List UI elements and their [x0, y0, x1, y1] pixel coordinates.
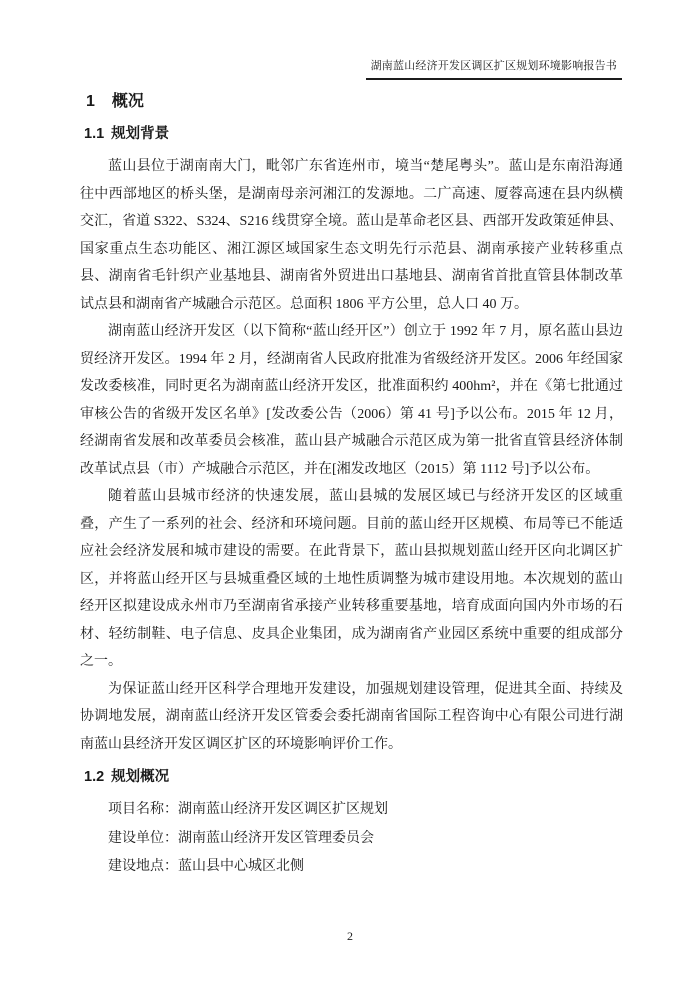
paragraph-background-1: 蓝山县位于湖南南大门，毗邻广东省连州市，境当“楚尾粤头”。蓝山是东南沿海通往中西部地区的桥头堡，是湖南母亲河湘江的发源地。二广高速、厦蓉高速在县内纵横交汇，省道 S322、S324、S216 线贯穿全境。蓝山是革命老区县、西部开发政策延伸县、国家重点生态功能区、湘江源区域国家生态文明先行示范县、湖南承接产业转移重点县、湖南省毛针织产业基地县、湖南省外贸进出口基地县、湖南省首批直管县体制改革试点县和湖南省产城融合示范区。总面积 1806 平方公里，总人口 40 万。: [80, 159, 623, 312]
section-heading-plan-overview: [84, 768, 623, 787]
page-content: [80, 86, 623, 882]
info-project-name: 项目名称：湖南蓝山经济开发区调区扩区规划: [108, 802, 388, 817]
paragraph-background-4: 为保证蓝山经开区科学合理地开发建设，加强规划建设管理，促进其全面、持续及协调地发展，湖南蓝山经济开发区管委会委托湖南省国际工程咨询中心有限公司进行湖南蓝山县经济开发区调区扩区的环境影响评价工作。: [80, 681, 623, 752]
info-construction-location: 建设地点：蓝山县中心城区北侧: [108, 859, 304, 874]
running-header: [80, 56, 622, 80]
section-number: 1.2: [84, 769, 105, 785]
section-heading-background: [84, 125, 623, 144]
page-footer: [0, 929, 700, 944]
section-title: 规划背景: [111, 126, 170, 142]
paragraph-background-3: 随着蓝山县城市经济的快速发展，蓝山县城的发展区域已与经济开发区的区域重叠，产生了一系列的社会、经济和环境问题。目前的蓝山经开区规模、布局等已不能适应社会经济发展和城市建设的需要。在此背景下，蓝山县拟规划蓝山经开区向北调区扩区，并将蓝山经开区与县城重叠区域的土地性质调整为城市建设用地。本次规划的蓝山经开区拟建设成永州市乃至湖南省承接产业转移重要基地，培育成面向国内外市场的石材、轻纺制鞋、电子信息、皮具企业集团，成为湖南省产业园区系统中重要的组成部分之一。: [80, 489, 623, 669]
running-title: 湖南蓝山经济开发区调区扩区规划环境影响报告书: [366, 57, 622, 80]
section-number: 1.1: [84, 126, 105, 142]
paragraph-background-2: 湖南蓝山经济开发区（以下简称“蓝山经开区”）创立于 1992 年 7 月，原名蓝山县边贸经济开发区。1994 年 2 月，经湖南省人民政府批准为省级经济开发区。2006 年经国家发改委核准，同时更名为湖南蓝山经济开发区，批准面积约 400hm²，并在《第七批通过审核公告的省级开发区名单》[发改委公告（2006）第 41 号]予以公布。2015 年 12 月，经湖南省发展和改革委员会核准，蓝山县产城融合示范区成为第一批省直管县经济体制改革试点县（市）产城融合示范区，并在[湘发改地区（2015）第 1112 号]予以公布。: [80, 324, 623, 477]
section-title: 规划概况: [111, 769, 170, 785]
section-heading-overview: [86, 92, 623, 112]
section-title: 概况: [111, 93, 144, 110]
info-construction-unit: 建设单位：湖南蓝山经济开发区管理委员会: [108, 830, 374, 846]
section-number: 1: [86, 93, 95, 110]
page-number: 2: [347, 929, 353, 943]
